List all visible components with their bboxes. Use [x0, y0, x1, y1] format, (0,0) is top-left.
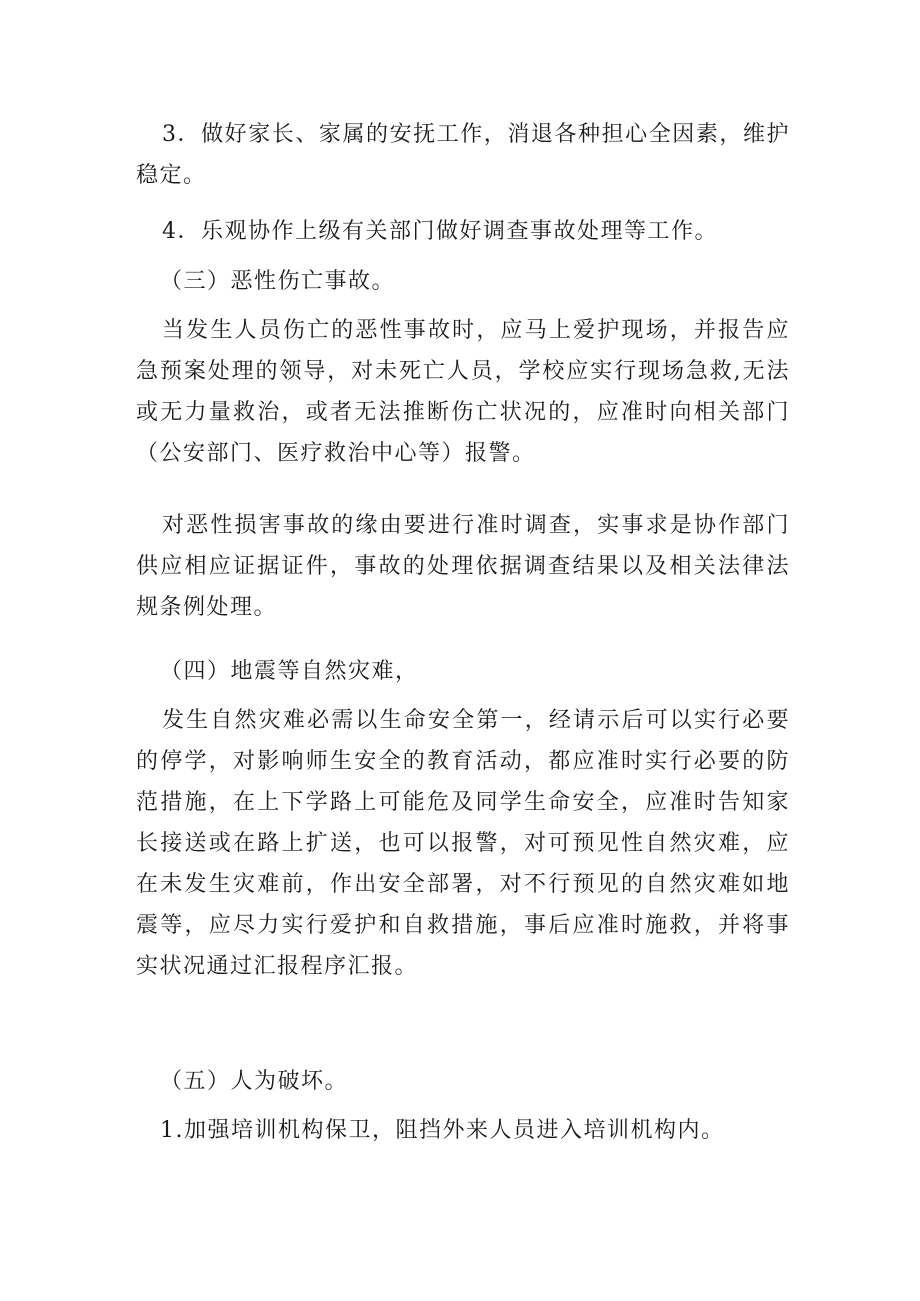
- paragraph-investigation: 对恶性损害事故的缘由要进行准时调查，实事求是协作部门供应相应证据证件，事故的处理依据调查结果以及相关法律法规条例处理。: [136, 513, 790, 620]
- paragraph-item-4: 4．乐观协作上级有关部门做好调查事故处理等工作。: [162, 219, 718, 244]
- section-heading-5: （五）人为破坏。: [160, 1069, 349, 1094]
- section-heading-4: （四）地震等自然灾难，: [160, 659, 419, 684]
- section-heading-3: （三）恶性伤亡事故。: [160, 269, 396, 294]
- paragraph-natural-disaster: 发生自然灾难必需以生命安全第一，经请示后可以实行必要的停学，对影响师生安全的教育活动，都应准时实行必要的防范措施，在上下学路上可能危及同学生命安全，应准时告知家长接送或在路上扩送，也可以报警，对可预见性自然灾难，应在未发生灾难前，作出安全部署，对不行预见的自然灾难如地震等，应尽力实行爱护和自救措施，事后应准时施救，并将事实状况通过汇报程序汇报。: [136, 708, 790, 979]
- paragraph-casualty-accident: 当发生人员伤亡的恶性事故时，应马上爱护现场，并报告应急预案处理的领导，对未死亡人员，学校应实行现场急救,无法或无力量救治，或者无法推断伤亡状况的，应准时向相关部门（公安部门、医疗救治中心等）报警。: [136, 318, 790, 466]
- paragraph-item-1: 1.加强培训机构保卫，阻挡外来人员进入培训机构内。: [160, 1118, 725, 1143]
- paragraph-item-3: 3．做好家长、家属的安抚工作，消退各种担心全因素，维护稳定。: [136, 122, 790, 188]
